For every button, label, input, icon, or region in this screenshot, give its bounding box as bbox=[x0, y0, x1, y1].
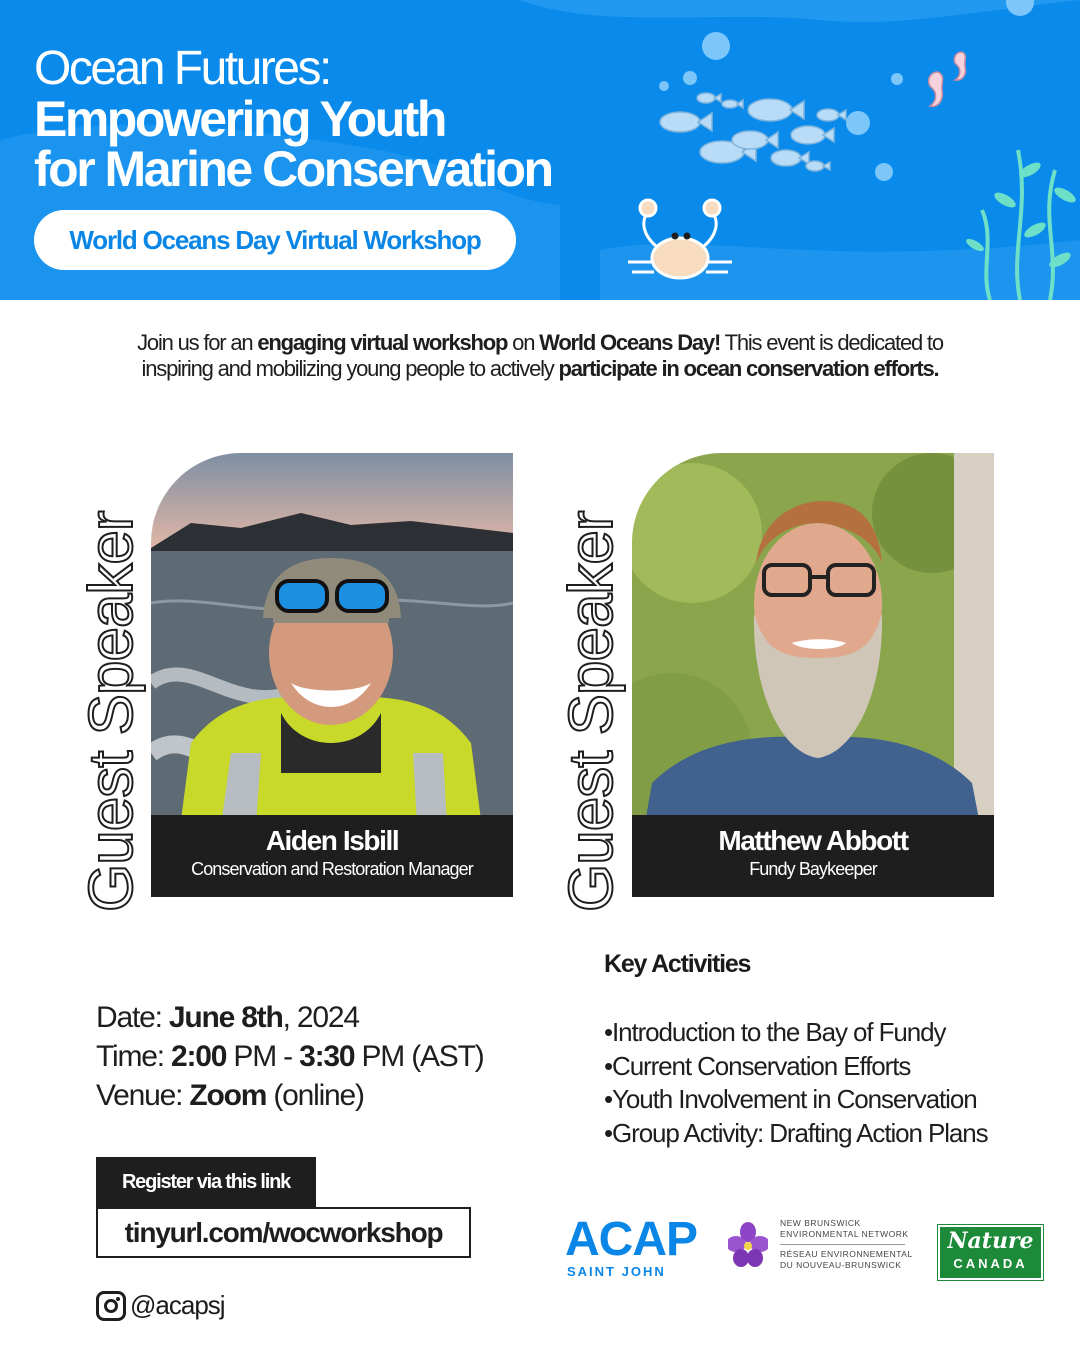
speaker-role: Fundy Baykeeper bbox=[749, 859, 877, 879]
instagram-handle-text: @acapsj bbox=[130, 1290, 225, 1320]
guest-speaker-label: Guest Speaker bbox=[77, 511, 146, 912]
intro-text: This event is dedicated to inspiring and mobilizing young people to actively bbox=[141, 330, 943, 381]
fish-icon bbox=[660, 93, 846, 171]
nben-fr-line-2: DU NOUVEAU-BRUNSWICK bbox=[780, 1260, 902, 1270]
list-item: • Youth Involvement in Conservation bbox=[604, 1083, 988, 1117]
nben-divider bbox=[780, 1244, 905, 1245]
intro-paragraph bbox=[120, 330, 960, 382]
title-line-2: Empowering Youth bbox=[34, 91, 445, 147]
nature-canada-logo bbox=[938, 1225, 1043, 1280]
speaker-role: Conservation and Restoration Manager bbox=[191, 859, 473, 879]
title-line-1: Ocean Futures: bbox=[34, 42, 330, 95]
intro-text: Join us for an bbox=[137, 330, 258, 355]
instagram-handle[interactable] bbox=[96, 1290, 225, 1321]
canada-logo-text: CANADA bbox=[953, 1256, 1028, 1271]
key-activities-list bbox=[604, 1016, 988, 1150]
acap-logo-subtext: SAINT JOHN bbox=[567, 1264, 666, 1279]
date-line bbox=[96, 998, 484, 1037]
event-subtitle: World Oceans Day Virtual Workshop bbox=[34, 210, 516, 270]
venue-label: Venue: bbox=[96, 1079, 190, 1112]
nben-logo-text bbox=[780, 1218, 913, 1271]
venue-value: Zoom bbox=[189, 1079, 267, 1112]
venue-note: (online) bbox=[266, 1079, 364, 1112]
nben-logo bbox=[728, 1218, 913, 1271]
date-value: June 8th bbox=[168, 1001, 283, 1034]
speaker-photo-aiden bbox=[151, 453, 513, 897]
seahorse-icon bbox=[929, 52, 966, 106]
register-link[interactable]: tinyurl.com/wocworkshop bbox=[96, 1207, 471, 1258]
event-title bbox=[34, 42, 552, 197]
intro-bold: World Oceans Day! bbox=[539, 330, 721, 355]
acap-saint-john-logo bbox=[565, 1213, 698, 1279]
violet-flower-icon bbox=[728, 1222, 768, 1268]
speaker-namebar bbox=[632, 815, 994, 897]
time-separator: PM - bbox=[226, 1040, 300, 1073]
speaker-name: Matthew Abbott bbox=[718, 825, 908, 856]
list-item: • Group Activity: Drafting Action Plans bbox=[604, 1117, 988, 1151]
nben-en-line-2: ENVIRONMENTAL NETWORK bbox=[780, 1229, 909, 1239]
time-zone: PM (AST) bbox=[354, 1040, 484, 1073]
date-year: , 2024 bbox=[282, 1001, 359, 1034]
speaker-name: Aiden Isbill bbox=[265, 825, 399, 856]
list-item: • Introduction to the Bay of Fundy bbox=[604, 1016, 988, 1050]
time-label: Time: bbox=[96, 1040, 172, 1073]
intro-text: on bbox=[507, 330, 540, 355]
register-label: Register via this link bbox=[96, 1157, 316, 1207]
date-label: Date: bbox=[96, 1001, 169, 1034]
time-end: 3:30 bbox=[299, 1040, 355, 1073]
venue-line bbox=[96, 1076, 484, 1115]
instagram-icon bbox=[96, 1291, 126, 1321]
acap-logo-text: ACAP bbox=[565, 1213, 698, 1266]
key-activities-heading: Key Activities bbox=[604, 950, 751, 978]
nben-en-line-1: NEW BRUNSWICK bbox=[780, 1218, 861, 1228]
intro-bold: participate in ocean conservation efforts. bbox=[558, 356, 939, 381]
nature-logo-text: Nature bbox=[947, 1228, 1034, 1254]
time-start: 2:00 bbox=[171, 1040, 227, 1073]
speaker-namebar bbox=[151, 815, 513, 897]
time-line bbox=[96, 1037, 484, 1076]
nben-fr-line-1: RÉSEAU ENVIRONNEMENTAL bbox=[780, 1249, 913, 1259]
speaker-photo-matthew bbox=[632, 453, 994, 897]
header-banner bbox=[0, 0, 1080, 300]
list-item: • Current Conservation Efforts bbox=[604, 1050, 988, 1084]
guest-speaker-label: Guest Speaker bbox=[557, 511, 626, 912]
event-details bbox=[96, 998, 484, 1115]
title-line-3: for Marine Conservation bbox=[34, 141, 552, 197]
intro-bold: engaging virtual workshop bbox=[257, 330, 508, 355]
